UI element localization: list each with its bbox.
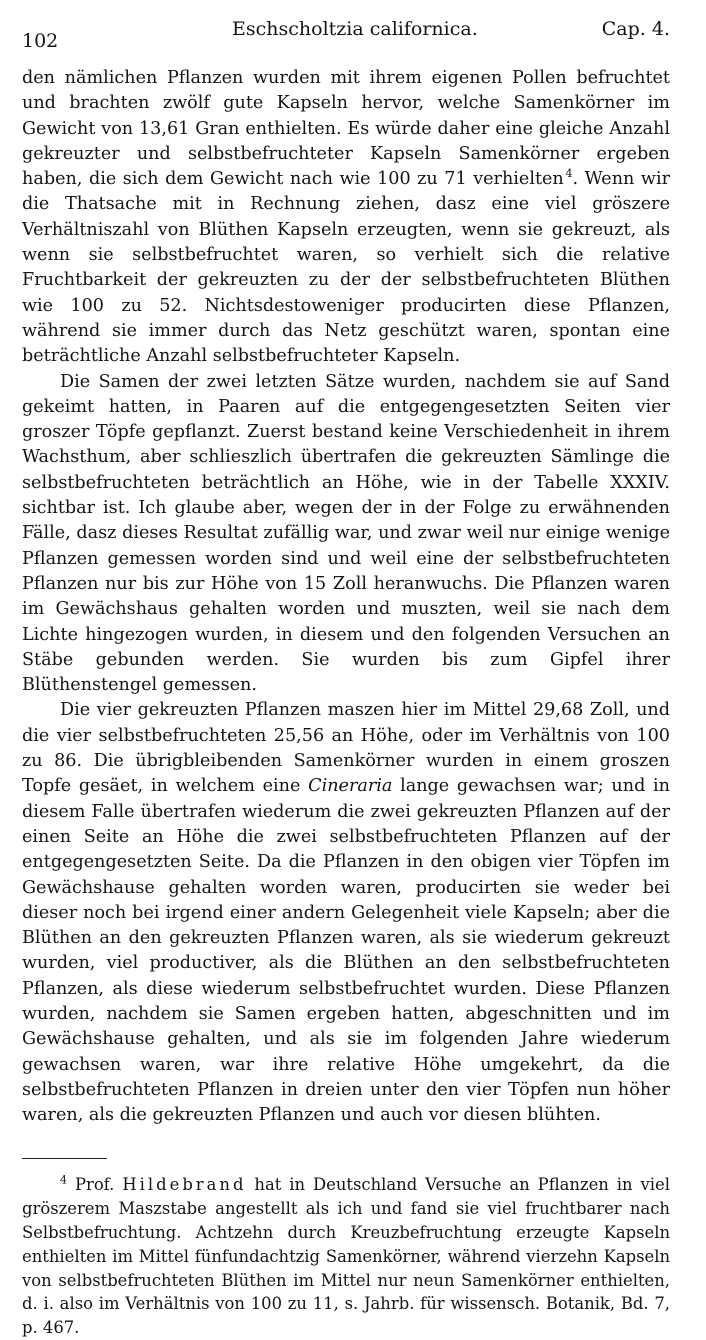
paragraph-1-text-before: den nämlichen Pflanzen wurden mit ihrem eigenen Pollen befruchtet und brachten zwölf gute Kapseln hervor, welche Samenkörner im Gewicht von 13,61 Gran enthielten. Es würde daher eine gleiche Anzahl gekreuzter und selbstbefruchteter Kapseln Samenkörner ergeben haben, die sich dem Gewicht nach wie 100 zu 71 verhielten — [22, 68, 670, 190]
paragraph-3-text-before: Die vier gekreuzten Pflanzen maszen hier im Mittel 29,68 Zoll, und die vier selbstbefruchteten 25,56 an Höhe, oder im Verhältnis von 100 zu 86. Die übrigbleibenden Samenkörner wurden in einem groszen Topfe gesäet, in welchem eine — [22, 700, 670, 797]
running-head — [22, 18, 670, 52]
running-title: Eschscholtzia californica. — [232, 18, 478, 40]
paragraph-3-italic-term: Cineraria — [308, 776, 393, 797]
body-text — [22, 66, 670, 1128]
paragraph-1 — [22, 66, 670, 370]
book-page — [22, 18, 671, 1338]
footnote-divider — [22, 1158, 107, 1159]
footnote-reference: 4 — [565, 167, 573, 181]
footnote-prefix: Prof. — [74, 1175, 115, 1195]
footnote-mark: 4 — [60, 1174, 67, 1187]
paragraph-1-text-after: . Wenn wir die Thatsache mit in Rechnung ziehen, dasz eine viel gröszere Verhältniszahl von Blüthen Kapseln erzeugten, wenn sie gekreuzt, als wenn sie selbstbefruchtet waren, so verhielt sich die relative Fruchtbarkeit der gekreuzten zu der der selbstbefruchteten Blüthen wie 100 zu 52. Nichtsdestoweniger producirten diese Pflanzen, während sie immer durch das Netz geschützt waren, spontan eine beträchtliche Anzahl selbstbefruchteter Kapseln. — [22, 169, 670, 367]
footnote — [22, 1173, 670, 1340]
footnote-text: hat in Deutschland Versuche an Pflanzen in viel gröszerem Maszstabe angestellt als ich und fand sie viel fruchtbarer nach Selbstbefruchtung. Achtzehn durch Kreuzbefruchtung erzeugte Kapseln enthielten im Mittel fünfundachtzig Samenkörner, während vierzehn Kapseln von selbstbefruchteten Blüthen im Mittel nur neun Samenkörner enthielten, d. i. also im Verhältnis von 100 zu 11, s. Jahrb. für wissensch. Botanik, Bd. 7, p. 467. — [22, 1175, 670, 1338]
paragraph-3-text-after: lange gewachsen war; und in diesem Falle übertrafen wiederum die zwei gekreuzten Pflanzen auf der einen Seite an Höhe die zwei selbstbefruchteten Pflanzen auf der entgegengesetzten Seite. Da die Pflanzen in den obigen vier Töpfen im Gewächshause gehalten worden waren, producirten sie weder bei dieser noch bei irgend einer andern Gelegenheit viele Kapseln; aber die Blüthen an den gekreuzten Pflanzen waren, als sie wiederum gekreuzt wurden, viel productiver, als die Blüthen an den selbstbefruchteten Pflanzen, als diese wiederum selbstbefruchtet wurden. Diese Pflanzen wurden, nachdem sie Samen ergeben hatten, abgeschnitten und im Gewächshause gehalten, und als sie im folgenden Jahre wiederum gewachsen waren, war ihre relative Höhe umgekehrt, da die selbstbefruchteten Pflanzen in dreien unter den vier Töpfen nun höher waren, als die gekreuzten Pflanzen und auch vor diesen blühten. — [22, 776, 671, 1126]
paragraph-3 — [22, 698, 670, 1128]
chapter-label: Cap. 4. — [601, 18, 670, 40]
paragraph-2: Die Samen der zwei letzten Sätze wurden, nachdem sie auf Sand gekeimt hatten, in Paaren auf die entgegengesetzten Seiten vier groszer Töpfe gepflanzt. Zuerst bestand keine Verschiedenheit in ihrem Wachsthum, aber schlieszlich übertrafen die gekreuzten Sämlinge die selbstbefruchteten beträchtlich an Höhe, wie in der Tabelle XXXIV. sichtbar ist. Ich glaube aber, wegen der in der Folge zu erwähnenden Fälle, dasz dieses Resultat zufällig war, und zwar weil nur einige wenige Pflanzen gemessen worden sind und weil eine der selbstbefruchteten Pflanzen nur bis zur Höhe von 15 Zoll heranwuchs. Die Pflanzen waren im Gewächshaus gehalten worden und muszten, weil sie nach dem Lichte hingezogen wurden, in diesem und den folgenden Versuchen an Stäbe gebunden werden. Sie wurden bis zum Gipfel ihrer Blüthenstengel gemessen. — [22, 371, 670, 696]
footnote-author: Hildebrand — [122, 1175, 247, 1195]
page-number: 102 — [22, 30, 59, 52]
